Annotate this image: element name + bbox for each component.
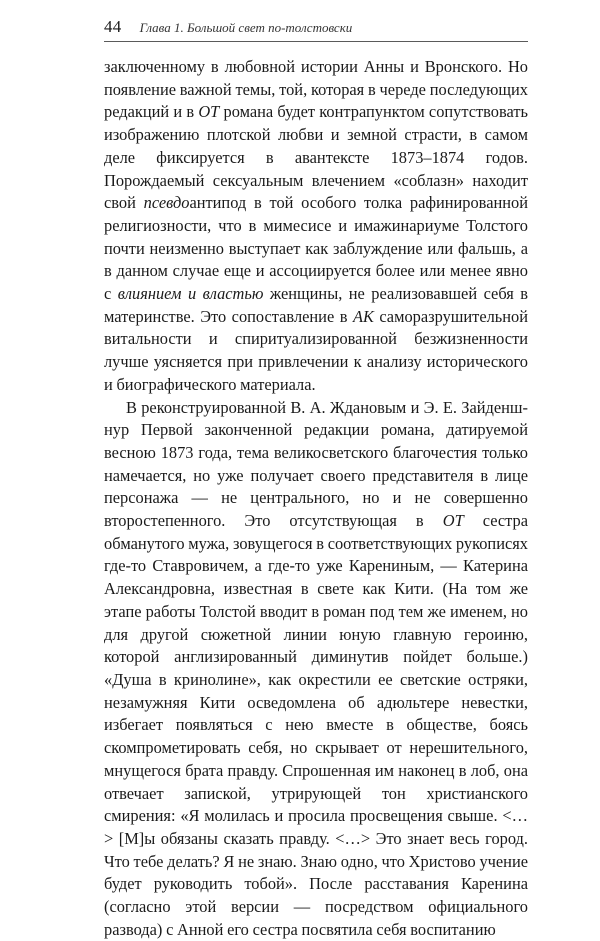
paragraph-p1 (104, 56, 528, 397)
text-run: В реконструированной В. А. Ждановым и Э. Е. Зайденшнур Первой законченной редакции романа, датируемой весною 1873 года, тема великосветского благочестия только намечается, но уже получает своего представителя в лице персонажа — не центрального, но и не совершенно второстепенного. Это отсутствующая в (104, 397, 528, 531)
italic-run: ОТ (198, 102, 220, 122)
book-page (104, 18, 528, 941)
text-run: заключенному в любовной истории Анны и Вронского. Но появление важной темы, той, которая в череде последующих редакций и в (104, 57, 528, 122)
text-run: женщины, не реализовавшей себя в материнстве. Это сопоставление в (104, 284, 528, 326)
chapter-title: Глава 1. Большой свет по-толстовски (139, 20, 353, 35)
italic-run: влиянием и властью (117, 284, 264, 304)
italic-run: АК (352, 306, 374, 326)
paragraph-p2 (104, 397, 528, 941)
italic-run: псевдо (143, 193, 190, 213)
page-number: 44 (104, 17, 122, 36)
text-run: антипод в той особого толка рафинированной религиозности, что в мимесисе и имажинариуме Толстого почти неизменно выступает как заблуждение или фальшь, а в данном случае еще и ассоциируется более или менее явно с (104, 193, 528, 304)
text-run: сестра обманутого мужа, зовущегося в соответствующих рукописях где-то Ставровичем, а где-то уже Карениным, — Катерина Александровна, известная в свете как Кити. (На том же этапе работы Толстой вводит в роман под тем же именем, но для другой сюжетной линии юную главную героиню, которой англизированный диминутив пойдет больше.) «Душа в кринолине», как окрестили ее светские остряки, незамужняя Кити осведомлена об адюльтере невестки, избегает появляться с нею вместе в обществе, боясь скомпрометировать себя, но скрывает от нерешительного, мнущегося брата правду. Спрошенная им наконец в лоб, она отвечает запиской, утрирующей тон христианского смирения: «Я молилась и просила просвещения свыше. <…> [М]ы обязаны сказать правду. <…> Это знает весь город. Что тебе делать? Я не знаю. Знаю одно, что Христово учение будет руководить тобой». После расставания Каренина (согласно этой версии — посредством официального развода) с Анной его сестра посвятила себя воспитанию (104, 511, 529, 939)
text-run: романа будет контрапунктом сопутствовать изображению плотской любви и земной страсти, в самом деле фиксируется в авантексте 1873–1874 годов. Порождаемый сексуальным влечением «соблазн» находит свой (104, 102, 528, 213)
running-header (104, 18, 528, 42)
body-text (104, 56, 528, 941)
text-run: саморазрушительной витальности и спиритуализированной безжизненности лучше уясняется при привлечении к анализу исторического и биографического материала. (104, 306, 528, 394)
italic-run: ОТ (442, 511, 464, 531)
